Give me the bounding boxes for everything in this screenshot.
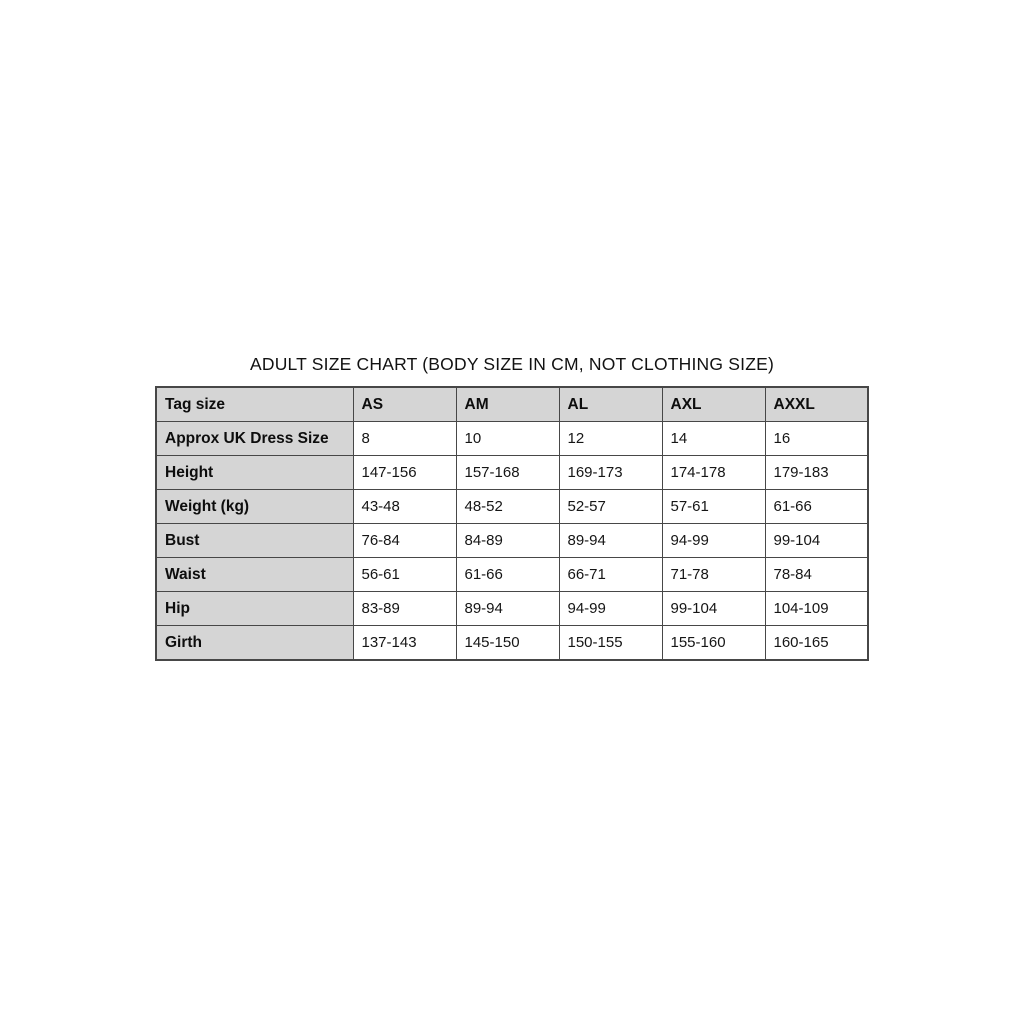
size-chart-table [155,386,869,661]
table-cell: 83-89 [353,592,456,626]
table-cell: 160-165 [765,626,868,661]
table-cell: 179-183 [765,456,868,490]
table-row-girth [156,626,868,661]
table-row-uk-dress-size [156,422,868,456]
row-label: Hip [156,592,353,626]
column-header-al: AL [559,387,662,422]
table-cell: 150-155 [559,626,662,661]
table-cell: 94-99 [662,524,765,558]
table-cell: 57-61 [662,490,765,524]
row-label: Bust [156,524,353,558]
row-label: Height [156,456,353,490]
column-header-axxl: AXXL [765,387,868,422]
table-row-height [156,456,868,490]
table-cell: 169-173 [559,456,662,490]
table-cell: 71-78 [662,558,765,592]
table-cell: 157-168 [456,456,559,490]
column-header-am: AM [456,387,559,422]
table-cell: 10 [456,422,559,456]
table-cell: 147-156 [353,456,456,490]
table-cell: 56-61 [353,558,456,592]
row-label: Waist [156,558,353,592]
table-cell: 155-160 [662,626,765,661]
column-header-tag-size: Tag size [156,387,353,422]
table-cell: 16 [765,422,868,456]
table-row-waist [156,558,868,592]
table-cell: 137-143 [353,626,456,661]
row-label: Approx UK Dress Size [156,422,353,456]
table-cell: 52-57 [559,490,662,524]
table-cell: 12 [559,422,662,456]
table-cell: 89-94 [559,524,662,558]
column-header-axl: AXL [662,387,765,422]
table-cell: 66-71 [559,558,662,592]
table-row-bust [156,524,868,558]
table-cell: 174-178 [662,456,765,490]
row-label: Girth [156,626,353,661]
header-row [156,387,868,422]
table-cell: 84-89 [456,524,559,558]
table-cell: 145-150 [456,626,559,661]
table-row-weight [156,490,868,524]
table-cell: 61-66 [456,558,559,592]
table-cell: 89-94 [456,592,559,626]
table-cell: 78-84 [765,558,868,592]
table-cell: 43-48 [353,490,456,524]
row-label: Weight (kg) [156,490,353,524]
table-row-hip [156,592,868,626]
table-cell: 104-109 [765,592,868,626]
column-header-as: AS [353,387,456,422]
table-cell: 61-66 [765,490,868,524]
table-cell: 8 [353,422,456,456]
size-chart-title: ADULT SIZE CHART (BODY SIZE IN CM, NOT CLOTHING SIZE) [249,354,774,374]
table-cell: 76-84 [353,524,456,558]
table-cell: 14 [662,422,765,456]
table-cell: 94-99 [559,592,662,626]
table-cell: 99-104 [765,524,868,558]
table-cell: 48-52 [456,490,559,524]
table-cell: 99-104 [662,592,765,626]
